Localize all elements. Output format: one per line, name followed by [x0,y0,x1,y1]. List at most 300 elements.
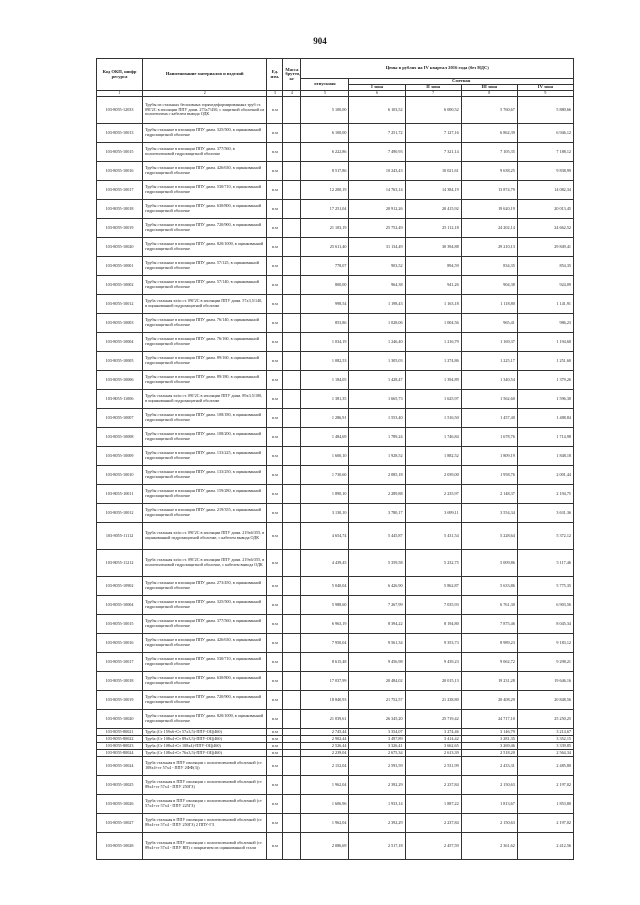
cell-unit: п.м [267,653,283,672]
table-row [97,795,574,814]
cell-zone-3-price: 19 231,28 [461,672,517,691]
cell-zone-2-price: 7 127,16 [405,124,461,143]
cell-code: 103-8055-10018 [97,200,143,219]
cell-zone-4-price: 2 485,80 [517,757,573,776]
column-index: 2 [143,91,267,97]
cell-zone-4-price: 14 082,34 [517,181,573,200]
header-zone-2: II зона [405,85,461,91]
cell-unit: п.м [267,97,283,124]
table-row [97,428,574,447]
cell-zone-2-price: 30 394,88 [405,238,461,257]
cell-unit: п.м [267,795,283,814]
cell-unit: п.м [267,409,283,428]
cell-code: 103-8055-11212 [97,550,143,577]
table-row [97,143,574,162]
cell-zone-1-price: 25 752,49 [349,219,405,238]
cell-zone-4-price: 1 194,60 [517,333,573,352]
cell-unit: п.м [267,577,283,596]
cell-code: 103-8055-10020 [97,238,143,257]
cell-zone-3-price: 5 009,86 [461,550,517,577]
cell-zone-1-price: 2 289,88 [349,485,405,504]
cell-release-price: 6 963,19 [301,615,349,634]
cell-zone-2-price: 2 237,84 [405,814,461,833]
cell-zone-3-price: 7 875,46 [461,615,517,634]
cell-zone-2-price: 7 321,14 [405,143,461,162]
cell-unit: п.м [267,750,283,757]
column-index: 3 [267,91,283,97]
cell-release-price: 998,54 [301,295,349,314]
cell-zone-2-price: 1 163,18 [405,295,461,314]
cell-zone-4-price: 854,35 [517,257,573,276]
cell-name: Труба стальная в ППУ изоляции с полиэтиленовой оболочкой (ст 57х4+ст 57х4 - ППУ 225ГЗ) [143,795,267,814]
cell-zone-1-price: 26 345,20 [349,710,405,729]
cell-zone-1-price: 1 553,40 [349,409,405,428]
cell-release-price: 17 251,04 [301,200,349,219]
cell-mass [283,729,301,736]
cell-mass [283,736,301,743]
cell-name: Трубы стальные в изоляции ППУ диам. 426/630, в оцинкованной гидрозащитной оболочке [143,634,267,653]
cell-zone-1-price: 1 928,52 [349,447,405,466]
cell-mass [283,814,301,833]
cell-mass [283,162,301,181]
cell-zone-3-price: 9 638,25 [461,162,517,181]
cell-release-price: 1 184,05 [301,371,349,390]
cell-unit: п.м [267,672,283,691]
cell-zone-4-price: 2 197,02 [517,776,573,795]
cell-zone-4-price: 2 412,56 [517,833,573,860]
cell-name: Труба стальная эл/ш ст. 09Г2С в изоляции ППУ диам. 219х6/355, в оцинкованной гидрозащитной оболочке, с кабелем вывода ОДК [143,523,267,550]
cell-zone-3-price: 13 874,79 [461,181,517,200]
table-row [97,750,574,757]
cell-zone-4-price: 1 714,98 [517,428,573,447]
cell-zone-3-price: 8 989,23 [461,634,517,653]
cell-unit: п.м [267,257,283,276]
header-zone-3: III зона [461,85,517,91]
cell-zone-4-price: 8 045,34 [517,615,573,634]
header-zone-4: IV зона [517,85,573,91]
cell-release-price: 853,86 [301,314,349,333]
cell-release-price: 800,00 [301,276,349,295]
cell-zone-3-price: 9 062,72 [461,653,517,672]
cell-release-price: 1 962,04 [301,814,349,833]
cell-unit: п.м [267,428,283,447]
cell-zone-2-price: 1 746,84 [405,428,461,447]
cell-zone-4-price: 3 631,36 [517,504,573,523]
cell-zone-1-price: 1 246,40 [349,333,405,352]
cell-zone-3-price: 834,35 [461,257,517,276]
cell-code: 103-8055-10002 [97,276,143,295]
cell-name: Трубы стальные в изоляции ППУ диам. 108/200, в оцинкованной гидрозащитной оболочке [143,428,267,447]
cell-zone-1-price: 2 675,34 [349,750,405,757]
cell-zone-3-price: 2 150,63 [461,814,517,833]
header-unit: Ед. изм. [267,59,283,91]
cell-zone-3-price: 1 958,76 [461,466,517,485]
cell-zone-1-price: 903,52 [349,257,405,276]
cell-zone-3-price: 2 148,37 [461,485,517,504]
cell-zone-3-price: 1 678,76 [461,428,517,447]
cell-zone-1-price: 7 267,99 [349,596,405,615]
cell-zone-3-price: 3 554,34 [461,504,517,523]
cell-name: Трубы стальные в изоляции ППУ диам. 377/560, в полиэтиленовой гидрозащитной оболочке [143,143,267,162]
cell-code: 103-8055-11006 [97,390,143,409]
cell-release-price: 2 745,44 [301,729,349,736]
cell-zone-3-price: 1 340,54 [461,371,517,390]
cell-mass [283,295,301,314]
cell-code: 103-8055-10007 [97,409,143,428]
cell-mass [283,743,301,750]
cell-unit: п.м [267,757,283,776]
cell-release-price: 778,07 [301,257,349,276]
cell-name: Трубы стальные в изоляции ППУ диам. 273/450, в оцинкованной гидрозащитной оболочке [143,577,267,596]
cell-zone-2-price: 8 194,80 [405,615,461,634]
cell-code: 103-8055-10012 [97,295,143,314]
cell-code: 103-8055-10028 [97,833,143,860]
cell-mass [283,314,301,333]
cell-release-price: 17 037,99 [301,672,349,691]
cell-zone-4-price: 5 372,12 [517,523,573,550]
cell-release-price: 5 100,00 [301,97,349,124]
column-index: 5 [301,91,349,97]
cell-zone-3-price: 7 105,35 [461,143,517,162]
cell-release-price: 8 517,86 [301,162,349,181]
table-row [97,729,574,736]
table-row [97,447,574,466]
column-index: 7 [405,91,461,97]
header-release: отпускная [301,79,349,91]
cell-zone-3-price: 3 281,35 [461,736,517,743]
header-price: Цены в рублях на IV квартал 2016 года (без НДС) [301,59,574,79]
cell-code: 103-8055-10019 [97,219,143,238]
cell-name: Трубы стальные в изоляции ППУ диам. 325/500, в оцинкованной гидрозащитной оболочке [143,596,267,615]
cell-zone-1-price: 3 497,89 [349,736,405,743]
cell-zone-1-price: 3 354,07 [349,729,405,736]
cell-mass [283,691,301,710]
cell-zone-1-price: 2 517,18 [349,833,405,860]
cell-zone-4-price: 25 250,25 [517,710,573,729]
cell-unit: п.м [267,466,283,485]
table-row [97,162,574,181]
cell-name: Трубы стальные в изоляции ППУ диам. 530/710, в оцинкованной гидрозащитной оболочке [143,181,267,200]
cell-zone-3-price: 1 809,19 [461,447,517,466]
table-row [97,219,574,238]
cell-code: 103-8055-11112 [97,523,143,550]
cell-release-price: 2 239,04 [301,750,349,757]
cell-unit: п.м [267,596,283,615]
cell-zone-2-price: 1 516,50 [405,409,461,428]
column-index: 4 [283,91,301,97]
table-row [97,238,574,257]
cell-zone-1-price: 5 445,87 [349,523,405,550]
cell-name: Трубы стальные в изоляции ППУ диам. 219/355, в оцинкованной гидрозащитной оболочке [143,504,267,523]
cell-release-price: 5 040,04 [301,577,349,596]
cell-release-price: 6 222,86 [301,143,349,162]
cell-zone-2-price: 3 699,11 [405,504,461,523]
column-index: 8 [461,91,517,97]
column-index: 6 [349,91,405,97]
cell-unit: п.м [267,352,283,371]
cell-zone-2-price: 2 039,00 [405,466,461,485]
cell-mass [283,577,301,596]
cell-zone-3-price: 24 717,10 [461,710,517,729]
cell-zone-1-price: 20 484,02 [349,672,405,691]
cell-release-price: 6 100,00 [301,124,349,143]
cell-unit: п.м [267,729,283,736]
price-table [96,58,574,860]
cell-unit: п.м [267,314,283,333]
table-row [97,550,574,577]
cell-mass [283,352,301,371]
cell-name: Трубы из стальных бесшовных горячедеформированных труб ст. 09Г2С в изоляции ППУ диам. 273х7/450, с защитной оболочкой из полиэтилена с кабелем вывода ОДК [143,97,267,124]
cell-zone-1-price: 14 763,14 [349,181,405,200]
cell-zone-2-price: 894,59 [405,257,461,276]
cell-code: 103-8055-10025 [97,776,143,795]
cell-unit: п.м [267,390,283,409]
cell-zone-3-price: 6 761,30 [461,596,517,615]
cell-unit: п.м [267,485,283,504]
cell-code: 103-8055-10016 [97,162,143,181]
cell-mass [283,428,301,447]
cell-zone-1-price: 2 392,29 [349,776,405,795]
cell-zone-1-price: 8 394,22 [349,615,405,634]
header-name: Наименование материалов и изделий [143,59,267,91]
cell-zone-3-price: 3 146,79 [461,729,517,736]
cell-zone-3-price: 1 169,37 [461,333,517,352]
cell-zone-2-price: 1 625,97 [405,390,461,409]
cell-zone-4-price: 1 488,84 [517,409,573,428]
cell-zone-1-price: 21 752,57 [349,691,405,710]
cell-zone-2-price: 941,26 [405,276,461,295]
cell-code: 103-8055-10011 [97,485,143,504]
cell-zone-4-price: 2 197,02 [517,814,573,833]
cell-zone-1-price: 6 426,90 [349,577,405,596]
cell-zone-1-price: 20 912,26 [349,200,405,219]
cell-zone-3-price: 1 562,60 [461,390,517,409]
cell-mass [283,523,301,550]
cell-zone-2-price: 25 719,42 [405,710,461,729]
cell-zone-1-price: 3 326,41 [349,743,405,750]
cell-release-price: 2 526,44 [301,743,349,750]
cell-mass [283,124,301,143]
cell-zone-3-price: 1 813,67 [461,795,517,814]
table-row [97,634,574,653]
table-row [97,577,574,596]
cell-unit: п.м [267,523,283,550]
cell-zone-4-price: 29 849,41 [517,238,573,257]
table-row [97,743,574,750]
cell-unit: п.м [267,691,283,710]
cell-code: 103-8055-10027 [97,814,143,833]
cell-code: 103-8055-10008 [97,428,143,447]
cell-name: Труба стальная эл/ш ст. 09Г2С в изоляции ППУ диам. 219х6/355, в полиэтиленовой гидрозащитной оболочке, с кабелем вывода ОДК [143,550,267,577]
cell-code: 103-8055-10017 [97,653,143,672]
cell-zone-4-price: 1 848,18 [517,447,573,466]
cell-zone-4-price: 1 853,80 [517,795,573,814]
cell-mass [283,219,301,238]
cell-code: 103-8055-10018 [97,672,143,691]
cell-zone-2-price: 20 415,92 [405,200,461,219]
cell-code: 103-8055-10024 [97,757,143,776]
table-row [97,124,574,143]
cell-zone-4-price: 7 188,12 [517,143,573,162]
table-row [97,757,574,776]
cell-zone-1-price: 9 561,34 [349,634,405,653]
cell-name: Трубы стальные в изоляции ППУ диам. 133/225, в оцинкованной гидрозащитной оболочке [143,447,267,466]
table-row [97,352,574,371]
cell-unit: п.м [267,814,283,833]
cell-release-price: 5 988,60 [301,596,349,615]
cell-zone-3-price: 2 433,31 [461,757,517,776]
cell-zone-3-price: 1 118,80 [461,295,517,314]
table-row [97,97,574,124]
header-composition: Сметная [349,79,574,85]
cell-zone-2-price: 25 112,18 [405,219,461,238]
cell-name: Труба стальная в ППУ изоляции с полиэтиленовой оболочкой (ст 89х4+ст 57х4 - ППУ 250ГЗ) [143,776,267,795]
cell-zone-3-price: 2 150,63 [461,776,517,795]
cell-name: Трубы стальные в изоляции ППУ диам. 377/560, в оцинкованной гидрозащитной оболочке [143,615,267,634]
table-row [97,814,574,833]
cell-unit: п.м [267,736,283,743]
cell-zone-1-price: 10 243,43 [349,162,405,181]
cell-zone-1-price: 1 789,24 [349,428,405,447]
cell-code: 103-8055-10016 [97,634,143,653]
table-row [97,466,574,485]
cell-code: 103-8055-10017 [97,181,143,200]
cell-zone-2-price: 10 021,61 [405,162,461,181]
cell-zone-1-price: 1 933,14 [349,795,405,814]
table-row [97,200,574,219]
cell-release-price: 1 484,69 [301,428,349,447]
cell-zone-4-price: 1 141,91 [517,295,573,314]
table-row [97,485,574,504]
cell-mass [283,447,301,466]
cell-unit: п.м [267,162,283,181]
cell-mass [283,776,301,795]
cell-zone-2-price: 1 394,89 [405,371,461,390]
cell-code: 103-8055-10013 [97,124,143,143]
cell-mass [283,466,301,485]
header-zone-1: I зона [349,85,405,91]
cell-name: Трубы стальные в изоляции ППУ диам. 630/800, в оцинкованной гидрозащитной оболочке [143,672,267,691]
cell-release-price: 1 286,91 [301,409,349,428]
cell-name: Трубы стальные в изоляции ППУ диам. 325/500, в оцинкованной гидрозащитной оболочке [143,124,267,143]
cell-code: 103-8055-10004 [97,333,143,352]
cell-zone-3-price: 1 457,40 [461,409,517,428]
cell-unit: п.м [267,833,283,860]
table-row [97,276,574,295]
table-row [97,371,574,390]
cell-unit: п.м [267,333,283,352]
table-row [97,314,574,333]
cell-zone-3-price: 29 210,13 [461,238,517,257]
cell-unit: п.м [267,447,283,466]
cell-release-price: 12 200,19 [301,181,349,200]
table-row [97,710,574,729]
cell-zone-3-price: 2 361,62 [461,833,517,860]
column-index: 9 [517,91,573,97]
table-row [97,523,574,550]
cell-name: Трубы стальные в изоляции ППУ диам. 630/800, в оцинкованной гидрозащитной оболочке [143,200,267,219]
cell-release-price: 18 840,93 [301,691,349,710]
cell-code: 103-8055-10902 [97,577,143,596]
cell-code: 103-8055-10012 [97,504,143,523]
cell-mass [283,504,301,523]
cell-mass [283,409,301,428]
cell-zone-4-price: 19 646,16 [517,672,573,691]
cell-name: Трубы стальные в изоляции ППУ диам. 720/900, в оцинкованной гидрозащитной оболочке [143,219,267,238]
cell-zone-1-price: 1 428,47 [349,371,405,390]
cell-zone-1-price: 1 198,43 [349,295,405,314]
cell-code: 103-8055-80021 [97,729,143,736]
cell-name: Труба стальная в ППУ изоляции с полиэтиленовой оболочкой (ст 89х4+ст 57х4 - ППУ 250ГЗ) 2 ППУ-ГЗ [143,814,267,833]
cell-zone-2-price: 6 000,52 [405,97,461,124]
cell-name: Труба (Ст 159х6+Ст 57х3,5)-ППУ-ОЦ(460) [143,729,267,736]
cell-mass [283,257,301,276]
cell-zone-4-price: 5 880,66 [517,97,573,124]
cell-zone-4-price: 986,23 [517,314,573,333]
table-row [97,409,574,428]
cell-release-price: 7 950,04 [301,634,349,653]
cell-name: Трубы стальные в изоляции ППУ диам. 57/125, в оцинкованной гидрозащитной оболочке [143,257,267,276]
cell-name: Трубы стальные в изоляции ППУ диам. 159/280, в оцинкованной гидрозащитной оболочке [143,485,267,504]
cell-unit: п.м [267,743,283,750]
cell-zone-1-price: 6 103,52 [349,97,405,124]
cell-name: Труба стальная в ППУ изоляции с полиэтиленовой оболочкой (ст 89х4+ст 57х4 - ППУ ВП) с покрытием из оцинкованной стали [143,833,267,860]
cell-zone-2-price: 9 353,73 [405,634,461,653]
cell-mass [283,596,301,615]
cell-code: 103-8055-10020 [97,710,143,729]
cell-release-price: 4 439,45 [301,550,349,577]
cell-zone-4-price: 1 379,26 [517,371,573,390]
cell-zone-2-price: 1 216,79 [405,333,461,352]
cell-zone-2-price: 9 439,23 [405,653,461,672]
cell-mass [283,238,301,257]
cell-release-price: 4 654,74 [301,523,349,550]
cell-code: 103-8055-80023 [97,743,143,750]
cell-unit: п.м [267,181,283,200]
cell-unit: п.м [267,124,283,143]
table-row [97,615,574,634]
cell-zone-4-price: 6 946,12 [517,124,573,143]
cell-zone-2-price: 1 882,52 [405,447,461,466]
cell-zone-4-price: 6 903,56 [517,596,573,615]
cell-zone-3-price: 2 518,20 [461,750,517,757]
cell-unit: п.м [267,634,283,653]
header-mass: Масса брутто, кг [283,59,301,91]
cell-code: 103-8055-10015 [97,615,143,634]
table-row [97,596,574,615]
cell-release-price: 3 130,10 [301,504,349,523]
cell-zone-2-price: 20 015,13 [405,672,461,691]
table-row [97,181,574,200]
cell-code: 103-8055-10015 [97,143,143,162]
cell-name: Трубы стальные в изоляции ППУ диам. 133/250, в оцинкованной гидрозащитной оболочке [143,466,267,485]
table-row [97,333,574,352]
page-number: 904 [313,36,327,46]
cell-mass [283,750,301,757]
cell-zone-2-price: 2 531,99 [405,757,461,776]
cell-zone-3-price: 5 760,67 [461,97,517,124]
cell-zone-2-price: 1 274,86 [405,352,461,371]
cell-code: 103-8055-10010 [97,466,143,485]
table-row [97,672,574,691]
cell-mass [283,710,301,729]
cell-unit: п.м [267,615,283,634]
cell-zone-4-price: 2 001,44 [517,466,573,485]
cell-name: Труба стальная в ППУ изоляции с полиэтиленовой оболочкой (ст 108х4+ст 57х4 - ППУ 2ФФ(3)) [143,757,267,776]
table-row [97,390,574,409]
cell-zone-1-price: 2 593,59 [349,757,405,776]
cell-zone-2-price: 3 662,65 [405,743,461,750]
